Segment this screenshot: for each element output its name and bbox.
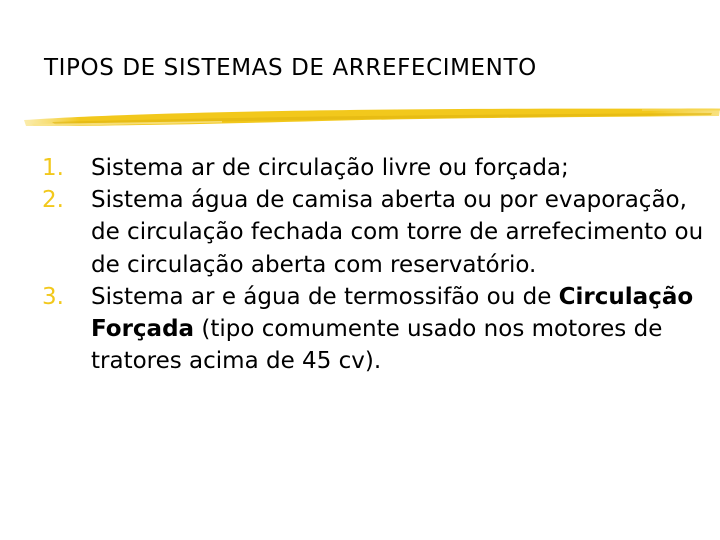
list-item-number: 2. (42, 187, 64, 214)
list-item (42, 281, 712, 378)
list-item-number: 3. (42, 283, 64, 310)
cooling-systems-list (42, 152, 712, 377)
list-item-bold-term: Circulação Forçada (91, 283, 694, 343)
slide-title: TIPOS DE SISTEMAS DE ARREFECIMENTO (44, 55, 537, 81)
list-item-text-after: (tipo comumente usado nos motores de tratores acima de 45 cv). (91, 316, 663, 375)
list-item-text-before: Sistema ar e água de termossifão ou de (91, 283, 559, 310)
list-item-text (91, 281, 712, 378)
list-item-text: Sistema água de camisa aberta ou por evaporação, de circulação fechada com torre de arrefecimento ou de circulação aberta com reservatório. (91, 187, 704, 278)
list-item-number: 1. (42, 155, 64, 181)
title-underline (22, 104, 720, 134)
list-item-text: Sistema ar de circulação livre ou forçada; (91, 155, 569, 181)
list-item (42, 152, 712, 184)
list-item (42, 184, 712, 281)
